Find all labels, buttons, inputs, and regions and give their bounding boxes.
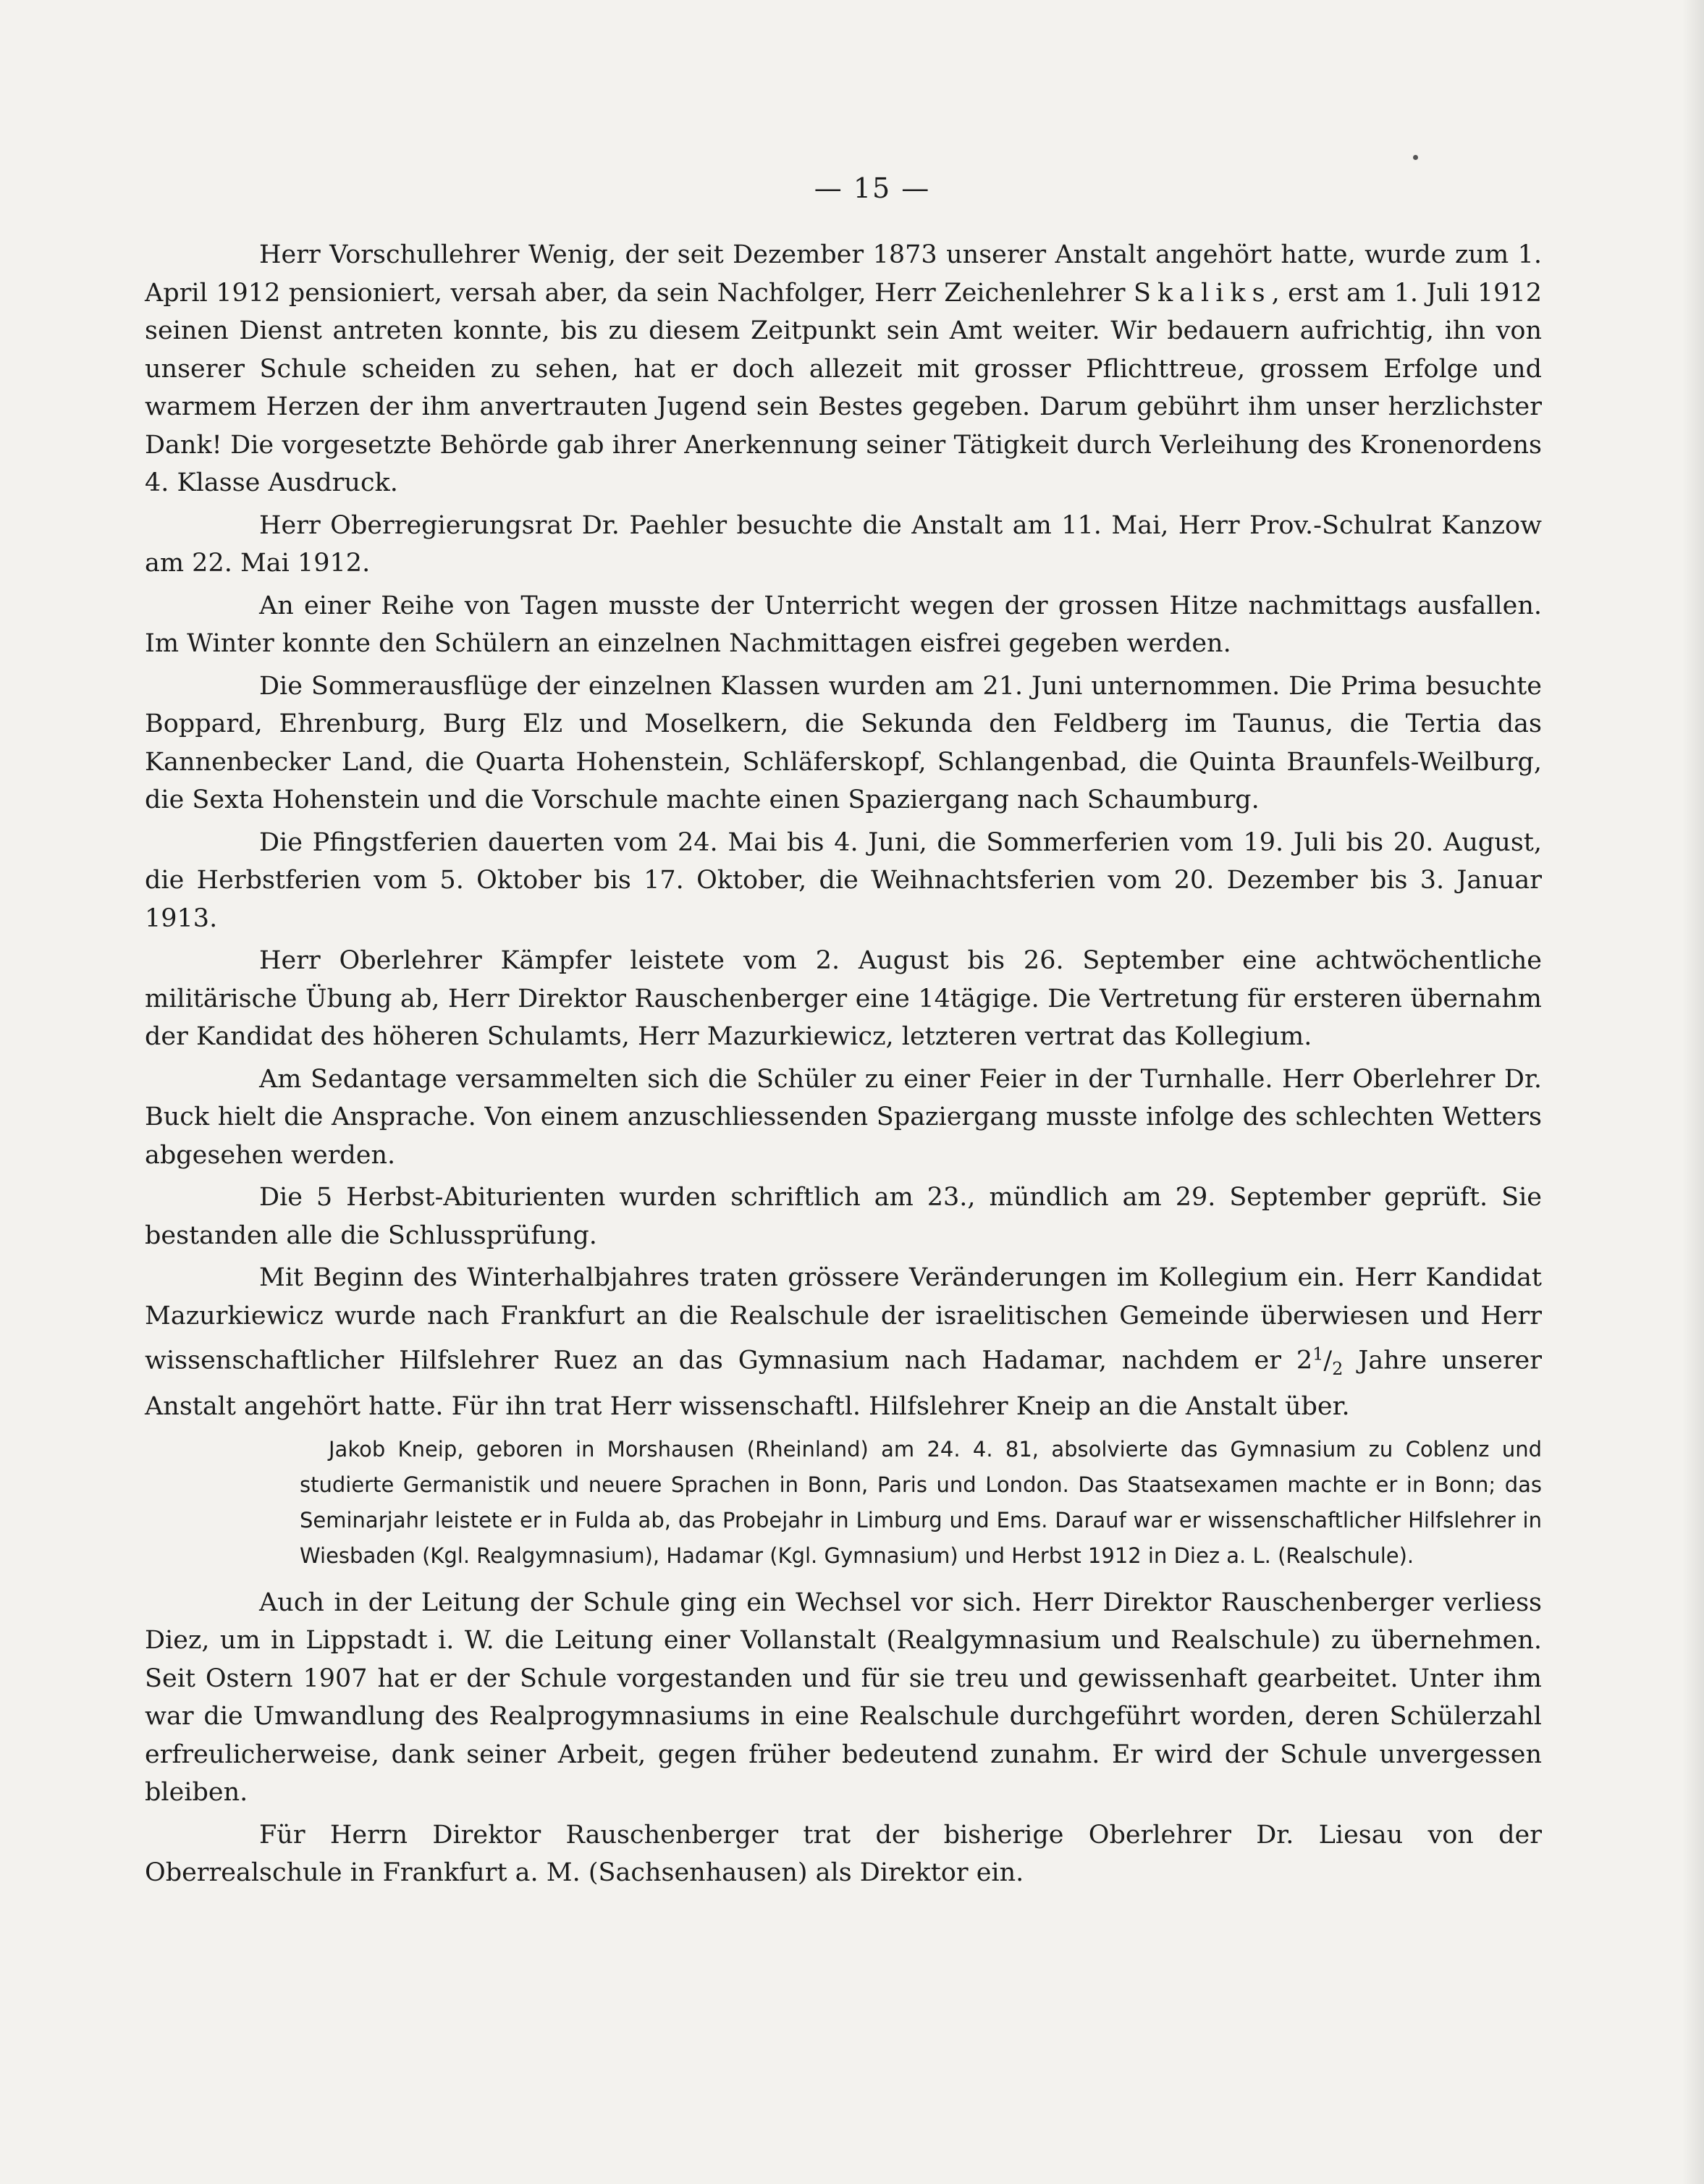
scan-speck bbox=[1413, 155, 1418, 160]
paragraph-text: Jahre unserer Anstalt angehört hatte. Für ihn trat Herr wissenschaftl. Hilfslehrer Kneip an die Anstalt über. bbox=[145, 1346, 1542, 1422]
page-number: — 15 — bbox=[814, 172, 931, 204]
paragraph-military-exercise: Herr Oberlehrer Kämpfer leistete vom 2. August bis 26. September eine achtwöchentliche militärische Übung ab, Herr Direktor Rauschenberger eine 14tägige. Die Vertretung für ersteren übernahm der Kandidat des höheren Schulamts, Herr Mazurkiewicz, letzteren vertrat das Kollegium. bbox=[145, 946, 1542, 1051]
paragraph-director-change: Auch in der Leitung der Schule ging ein Wechsel vor sich. Herr Direktor Rauschenberger verliess Diez, um in Lippstadt i. W. die Leitung einer Vollanstalt (Realgymnasium und Realschule) zu übernehmen. Seit Ostern 1907 hat er der Schule vorgestanden und für sie treu und gewissenhaft gearbeitet. Unter ihm war die Umwandlung des Realprogymnasiums in eine Realschule durchgeführt worden, deren Schülerzahl erfreulicherweise, dank seiner Arbeit, gegen früher bedeutend zunahm. Er wird der Schule unvergessen bleiben. bbox=[145, 1588, 1542, 1808]
page-edge-shadow bbox=[1682, 0, 1704, 2184]
paragraph-text: Herr Vorschullehrer Wenig, der seit Dezember 1873 unserer Anstalt angehört hatte, wurde zum 1. April 1912 pensioniert, versah aber, da sein Nachfolger, Herr Zeichenlehrer bbox=[145, 240, 1542, 308]
paragraph-retirement bbox=[145, 236, 1542, 502]
page-content bbox=[145, 172, 1542, 1892]
biography-note: Jakob Kneip, geboren in Morshausen (Rheinland) am 24. 4. 81, absolvierte das Gymnasium zu Coblenz und studierte Germanistik und neuere Sprachen in Bonn, Paris und London. Das Staatsexamen machte er in Bonn; das Seminarjahr leistete er in Fulda ab, das Probejahr in Limburg und Ems. Darauf war er wissenschaftlicher Hilfslehrer in Wiesbaden (Kgl. Realgymnasium), Hadamar (Kgl. Gymnasium) und Herbst 1912 in Diez a. L. (Realschule). bbox=[300, 1436, 1542, 1568]
paragraph-exams: Die 5 Herbst-Abiturienten wurden schriftlich am 23., mündlich am 29. September geprüft. Sie bestanden alle die Schlussprüfung. bbox=[145, 1183, 1542, 1250]
paragraph-heat: An einer Reihe von Tagen musste der Unterricht wegen der grossen Hitze nachmittags ausfallen. Im Winter konnte den Schülern an einzelnen Nachmittagen eisfrei gegeben werden. bbox=[145, 591, 1542, 658]
fraction-numerator: 1 bbox=[1312, 1344, 1324, 1364]
spaced-name: Skaliks bbox=[1133, 278, 1272, 308]
paragraph-excursions: Die Sommerausflüge der einzelnen Klassen wurden am 21. Juni unternommen. Die Prima besuchte Boppard, Ehrenburg, Burg Elz und Moselkern, die Sekunda den Feldberg im Taunus, die Tertia das Kannenbecker Land, die Quarta Hohenstein, Schläferskopf, Schlangenbad, die Quinta Braunfels-Weilburg, die Sexta Hohenstein und die Vorschule machte einen Spaziergang nach Schaumburg. bbox=[145, 671, 1542, 814]
paragraph-visit: Herr Oberregierungsrat Dr. Paehler besuchte die Anstalt am 11. Mai, Herr Prov.-Schulrat Kanzow am 22. Mai 1912. bbox=[145, 510, 1542, 578]
paragraph-staff-changes bbox=[145, 1259, 1542, 1426]
paragraph-sedan-day: Am Sedantage versammelten sich die Schüler zu einer Feier in der Turnhalle. Herr Oberlehrer Dr. Buck hielt die Ansprache. Von einem anzuschliessenden Spaziergang musste infolge des schlechten Wetters abgesehen werden. bbox=[145, 1064, 1542, 1170]
fraction-slash: / bbox=[1323, 1346, 1333, 1375]
paragraph-text: , erst am 1. Juli 1912 seinen Dienst antreten konnte, bis zu diesem Zeitpunkt sein Amt weiter. Wir bedauern aufrichtig, ihn von unserer Schule scheiden zu sehen, hat er doch allezeit mit grosser Pflichttreue, grossem Erfolge und warmem Herzen der ihm anvertrauten Jugend sein Bestes gegeben. Darum gebührt ihm unser herzlichster Dank! Die vorgesetzte Behörde gab ihrer Anerkennung seiner Tätigkeit durch Verleihung des Kronenordens 4. Klasse Ausdruck. bbox=[145, 278, 1542, 497]
fraction-denominator: 2 bbox=[1332, 1358, 1344, 1379]
paragraph-holidays: Die Pfingstferien dauerten vom 24. Mai bis 4. Juni, die Sommerferien vom 19. Juli bis 20. August, die Herbstferien vom 5. Oktober bis 17. Oktober, die Weihnachtsferien vom 20. Dezember bis 3. Januar 1913. bbox=[145, 827, 1542, 933]
fraction bbox=[1312, 1344, 1344, 1379]
paragraph-new-director: Für Herrn Direktor Rauschenberger trat der bisherige Oberlehrer Dr. Liesau von der Oberrealschule in Frankfurt a. M. (Sachsenhausen) als Direktor ein. bbox=[145, 1820, 1542, 1888]
paragraph-text: Mit Beginn des Winterhalbjahres traten grössere Veränderungen im Kollegium ein. Herr Kandidat Mazurkiewicz wurde nach Frankfurt an die Realschule der israelitischen Gemeinde überwiesen und Herr wissenschaftlicher Hilfslehrer Ruez an das Gymnasium nach Hadamar, nachdem er 2 bbox=[145, 1263, 1542, 1375]
